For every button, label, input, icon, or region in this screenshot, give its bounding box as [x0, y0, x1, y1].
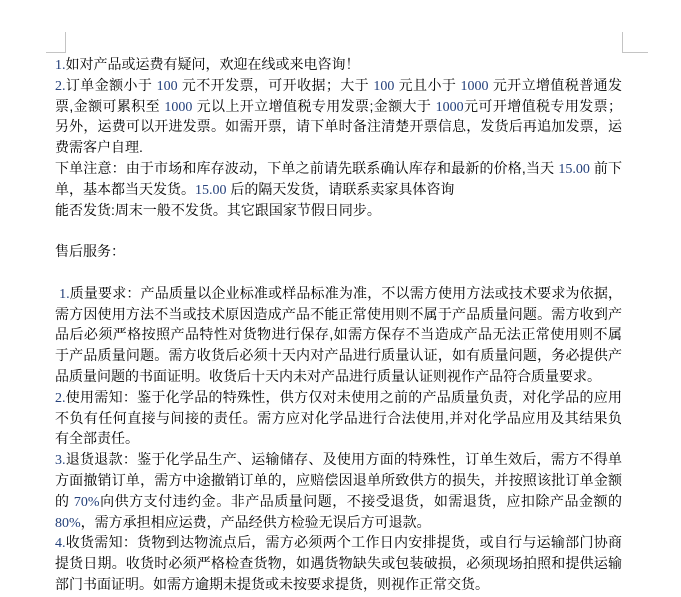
- text-run: 的: [55, 492, 74, 509]
- text-line-24: [55, 532, 622, 553]
- text-run: 前下: [589, 159, 623, 176]
- number-run: 2.: [55, 78, 66, 94]
- text-line-13: [55, 304, 622, 325]
- text-run: 有全部责任。: [55, 430, 139, 447]
- text-line-15: [55, 345, 622, 366]
- text-run: 元可开增值税专用发票；: [463, 97, 623, 114]
- text-run: 不负有任何直接与间接的责任。需方应对化学品进行合法使用,并对化学品应用及其结果负: [55, 409, 622, 426]
- text-run: 使用需知：鉴于化学品的特殊性，供方仅对未使用之前的产品质量负责，对化学品的应用: [65, 388, 622, 405]
- text-run: 后的隔天发货，请联系卖家具体咨询: [226, 180, 455, 197]
- number-run: 15.00: [195, 182, 227, 198]
- document-text-area[interactable]: [55, 54, 622, 595]
- text-run: 票,金额可累积至: [55, 97, 165, 114]
- number-run: 1000: [460, 78, 489, 94]
- text-line-16: [55, 366, 622, 387]
- text-line-7: [55, 179, 622, 200]
- text-line-3: [55, 96, 622, 117]
- text-line-26: [55, 574, 622, 595]
- number-run: 2.: [55, 390, 66, 406]
- text-run: 元以上开立增值税专用发票;金额大于: [192, 97, 436, 114]
- number-run: 100: [373, 78, 395, 94]
- text-run: 质量要求：产品质量以企业标准或样品标准为准，不以需方使用方法或技术要求为依据，: [69, 284, 623, 301]
- blank-line-11: [55, 262, 622, 283]
- text-line-10: [55, 241, 622, 262]
- text-line-23: [55, 512, 622, 533]
- number-run: 3.: [55, 453, 66, 469]
- text-line-22: [55, 491, 622, 512]
- text-line-18: [55, 408, 622, 429]
- number-run: 1.: [55, 58, 66, 73]
- text-run: 方面撤销订单，需方中途撤销订单的，应赔偿因退单所致供方的损失，并按照该批订单金额: [55, 471, 622, 488]
- text-run: 于产品质量问题。需方收货后必须十天内对产品进行质量认证，如有质量问题，务必提供产: [55, 347, 622, 364]
- text-run: 费需客户自理.: [55, 139, 143, 156]
- number-run: 80%: [55, 515, 81, 531]
- text-line-20: [55, 449, 622, 470]
- text-run: 提货日期。收货时必须严格检查货物，如遇货物缺失或包装破损，必须现场拍照和提供运输: [55, 555, 622, 572]
- text-line-14: [55, 324, 622, 345]
- text-run: 订单金额小于: [65, 76, 157, 93]
- number-run: 15.00: [558, 161, 590, 177]
- number-run: 1000: [164, 99, 193, 115]
- text-run: 另外，运费可以开进发票。如需开票，请下单时备注清楚开票信息，发货后再追加发票，运: [55, 118, 622, 135]
- text-run: ，需方承担相应运费，产品经供方检验无误后方可退款。: [80, 513, 431, 530]
- text-line-25: [55, 553, 622, 574]
- text-run: 需方因使用方法不当或技术原因造成产品不能正常使用则不属于产品质量问题。需方收到产: [55, 305, 622, 322]
- number-run: 1.: [59, 286, 70, 302]
- text-run: 下单注意：由于市场和库存波动，下单之前请先联系确认库存和最新的价格,当天: [55, 159, 559, 176]
- text-line-5: [55, 137, 622, 158]
- text-line-12: [55, 283, 622, 304]
- text-line-4: [55, 116, 622, 137]
- text-line-8: [55, 200, 622, 221]
- text-run: 退货退款：鉴于化学品生产、运输储存、及使用方面的特殊性，订单生效后，需方不得单: [65, 451, 622, 468]
- text-run: 部门书面证明。如需方逾期未提货或未按要求提货，则视作正常交货。: [55, 575, 489, 592]
- text-run: 品质量问题的书面证明。收货后十天内未对产品进行质量认证则视作产品符合质量要求。: [55, 367, 601, 384]
- text-line-19: [55, 428, 622, 449]
- text-line-2: [55, 75, 622, 96]
- number-run: 4.: [55, 536, 66, 552]
- text-run: 向供方支付违约金。非产品质量问题，不接受退货，如需退货，应扣除产品金额的: [99, 492, 623, 509]
- text-line-21: [55, 470, 622, 491]
- number-run: 1000: [435, 99, 464, 115]
- text-line-1: [55, 54, 622, 75]
- text-run: 元不开发票，可开收据；大于: [177, 76, 374, 93]
- text-run: 品后必须严格按照产品特性对货物进行保存,如需方保存不当造成产品无法正常使用则不属: [55, 326, 622, 343]
- text-run: 单，基本都当天发货。: [55, 180, 195, 197]
- text-line-6: [55, 158, 622, 179]
- text-run: 如对产品或运费有疑问，欢迎在线或来电咨询！: [65, 56, 360, 72]
- text-run: 售后服务：: [55, 243, 125, 260]
- text-run: 元开立增值税普通发: [488, 76, 623, 93]
- number-run: 70%: [73, 494, 100, 510]
- number-run: 100: [156, 78, 178, 94]
- margin-mark-top-right: [622, 32, 648, 53]
- text-run: 元且小于: [394, 76, 461, 93]
- text-run: 收货需知：货物到达物流点后，需方必须两个工作日内安排提货，或自行与运输部门协商: [65, 534, 622, 551]
- text-line-17: [55, 387, 622, 408]
- text-run: 能否发货:周末一般不发货。其它跟国家节假日同步。: [55, 201, 381, 218]
- blank-line-9: [55, 220, 622, 241]
- margin-mark-top-left: [46, 32, 66, 53]
